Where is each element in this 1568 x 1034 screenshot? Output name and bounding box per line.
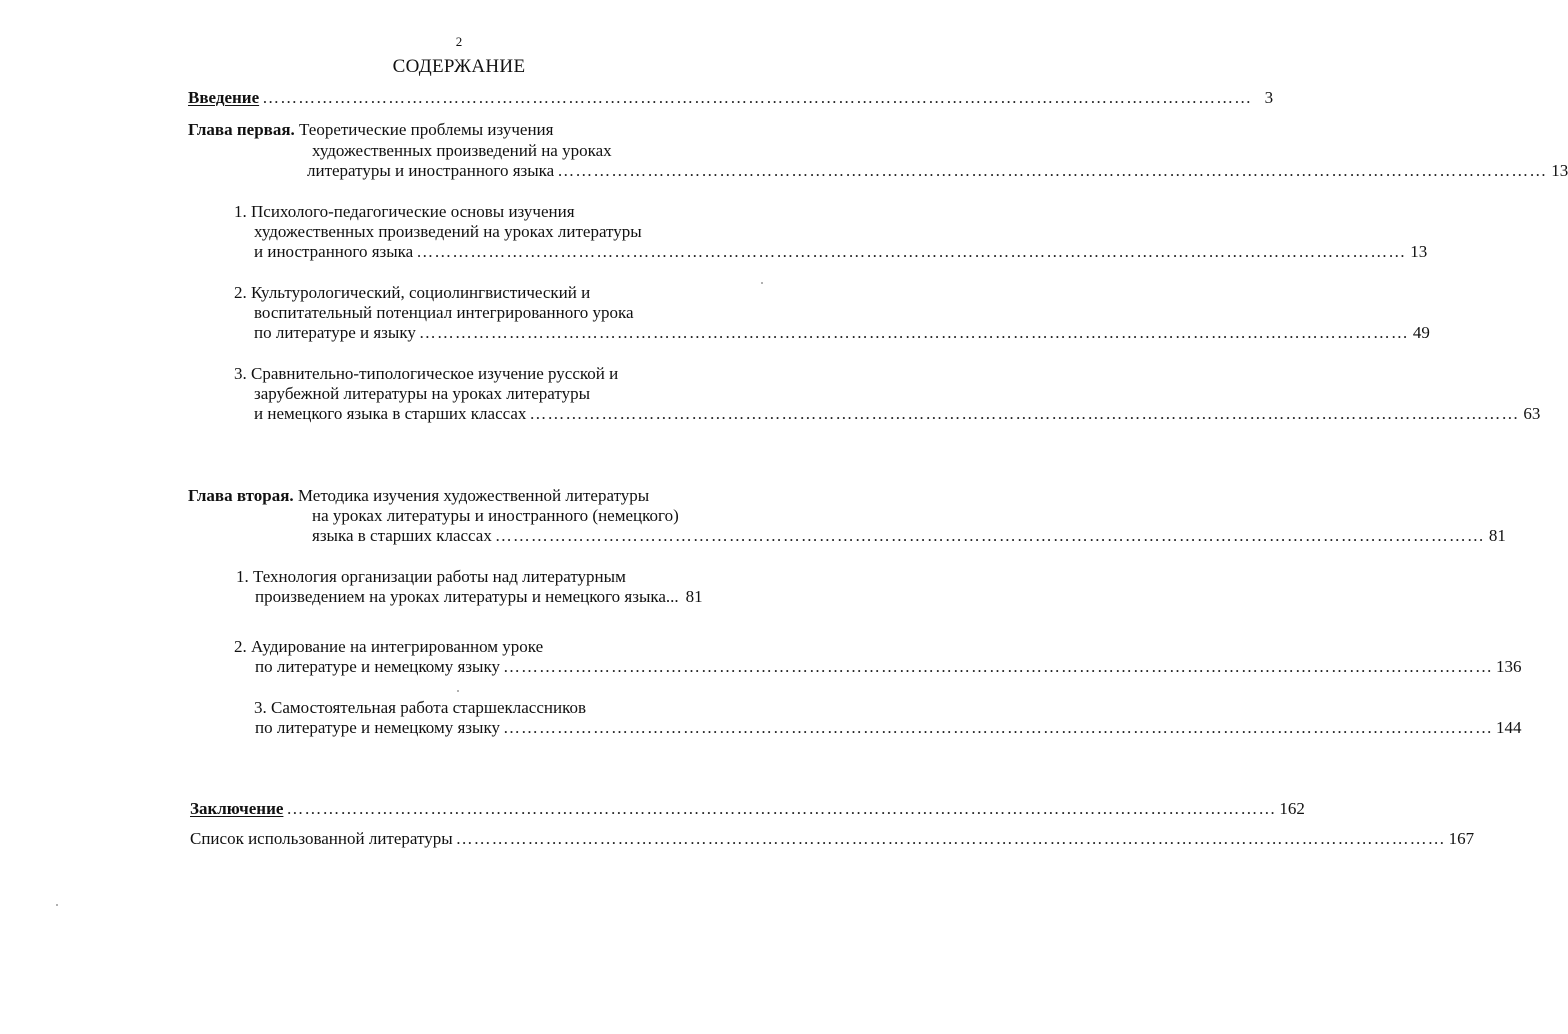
chapter1-page: 13 — [1551, 161, 1568, 180]
leader-dots: ………………………………………………………………………………………………………………………………………………… — [418, 323, 1409, 342]
chapter2-label: Глава вторая. — [188, 486, 294, 505]
leader-dots: ………………………………………………………………………………………………………………………………………………… — [494, 526, 1485, 545]
toc-entry-chapter1[interactable] — [307, 161, 1568, 181]
bibliography-label: Список использованной литературы — [190, 829, 453, 848]
section-1-3-line2: зарубежной литературы на уроках литературы — [254, 384, 590, 403]
section-1-3-line3: и немецкого языка в старших классах — [254, 404, 527, 423]
leader-dots: ………………………………………………………………………………………………………………………………………………… — [286, 799, 1277, 818]
section-1-1-line1: 1. Психолого-педагогические основы изучения — [234, 202, 575, 221]
conclusion-label: Заключение — [190, 799, 284, 818]
toc-entry-bibliography[interactable] — [190, 829, 1475, 849]
section-1-1-page: 13 — [1410, 242, 1428, 261]
toc-entry-section-1-1[interactable] — [254, 242, 1428, 262]
section-1-2-page: 49 — [1412, 323, 1430, 342]
leader-dots: ………………………………………………………………………………………………………………………………………………… — [502, 657, 1493, 676]
section-1-2-line1: 2. Культурологический, социолингвистический и — [234, 283, 591, 302]
leader-dots: ………………………………………………………………………………………………………………………………………………… — [529, 404, 1520, 423]
section-1-3-line1: 3. Сравнительно-типологическое изучение русской и — [234, 364, 619, 383]
section-2-2-page: 136 — [1495, 657, 1522, 676]
section-1-3-page: 63 — [1523, 404, 1541, 423]
chapter2-page: 81 — [1488, 526, 1506, 545]
section-2-3-page: 144 — [1495, 718, 1522, 737]
chapter2-title-1: Методика изучения художественной литературы — [297, 486, 650, 505]
section-1-1-line2: художественных произведений на уроках литературы — [254, 222, 642, 241]
chapter1-title-3: литературы и иностранного языка — [307, 161, 555, 180]
leader-dots: ………………………………………………………………………………………………………………………………………………… — [416, 242, 1407, 261]
scan-speck — [457, 690, 459, 692]
bibliography-page: 167 — [1448, 829, 1475, 848]
intro-page: 3 — [1264, 88, 1274, 107]
toc-entry-intro[interactable] — [188, 88, 1274, 108]
toc-entry-conclusion[interactable] — [190, 799, 1305, 819]
page-number: 2 — [455, 34, 463, 49]
page-title: СОДЕРЖАНИЕ — [392, 56, 526, 77]
section-2-1-line1: 1. Технология организации работы над литературным — [236, 567, 626, 586]
leader-dots: ………………………………………………………………………………………………………………………………………………… — [262, 88, 1253, 107]
chapter1-line1[interactable] — [188, 120, 553, 140]
leader-dots: ………………………………………………………………………………………………………………………………………………… — [455, 829, 1446, 848]
chapter2-line1[interactable] — [188, 486, 649, 506]
section-2-3-line2: по литературе и немецкому языку — [255, 718, 500, 737]
leader-dots: ………………………………………………………………………………………………………………………………………………… — [502, 718, 1493, 737]
chapter1-label: Глава первая. — [188, 120, 295, 139]
intro-label: Введение — [188, 88, 260, 107]
chapter1-title-1: Теоретические проблемы изучения — [299, 120, 554, 139]
conclusion-page: 162 — [1279, 799, 1305, 818]
chapter2-title-2: на уроках литературы и иностранного (немецкого) — [312, 506, 679, 525]
chapter1-title-2: художественных произведений на уроках — [312, 141, 612, 160]
section-1-1-line3: и иностранного языка — [254, 242, 414, 261]
section-2-1-line2: произведением на уроках литературы и немецкого языка... — [255, 587, 679, 606]
scan-speck — [761, 282, 763, 284]
section-2-1-page: 81 — [685, 587, 703, 606]
toc-entry-section-2-1[interactable] — [255, 587, 735, 607]
section-2-2-line1: 2. Аудирование на интегрированном уроке — [234, 637, 544, 656]
section-1-2-line2: воспитательный потенциал интегрированного урока — [254, 303, 634, 322]
toc-entry-section-2-3[interactable] — [255, 718, 1522, 738]
toc-entry-chapter2[interactable] — [312, 526, 1506, 546]
chapter2-title-3: языка в старших классах — [312, 526, 492, 545]
leader-dots: ………………………………………………………………………………………………………………………………………………… — [557, 161, 1548, 180]
toc-entry-section-1-2[interactable] — [254, 323, 1430, 343]
section-2-3-line1: 3. Самостоятельная работа старшеклассников — [254, 698, 586, 717]
scan-speck — [56, 904, 58, 906]
toc-entry-section-1-3[interactable] — [254, 404, 1541, 424]
section-1-2-line3: по литературе и языку — [254, 323, 416, 342]
toc-entry-section-2-2[interactable] — [255, 657, 1522, 677]
section-2-2-line2: по литературе и немецкому языку — [255, 657, 500, 676]
